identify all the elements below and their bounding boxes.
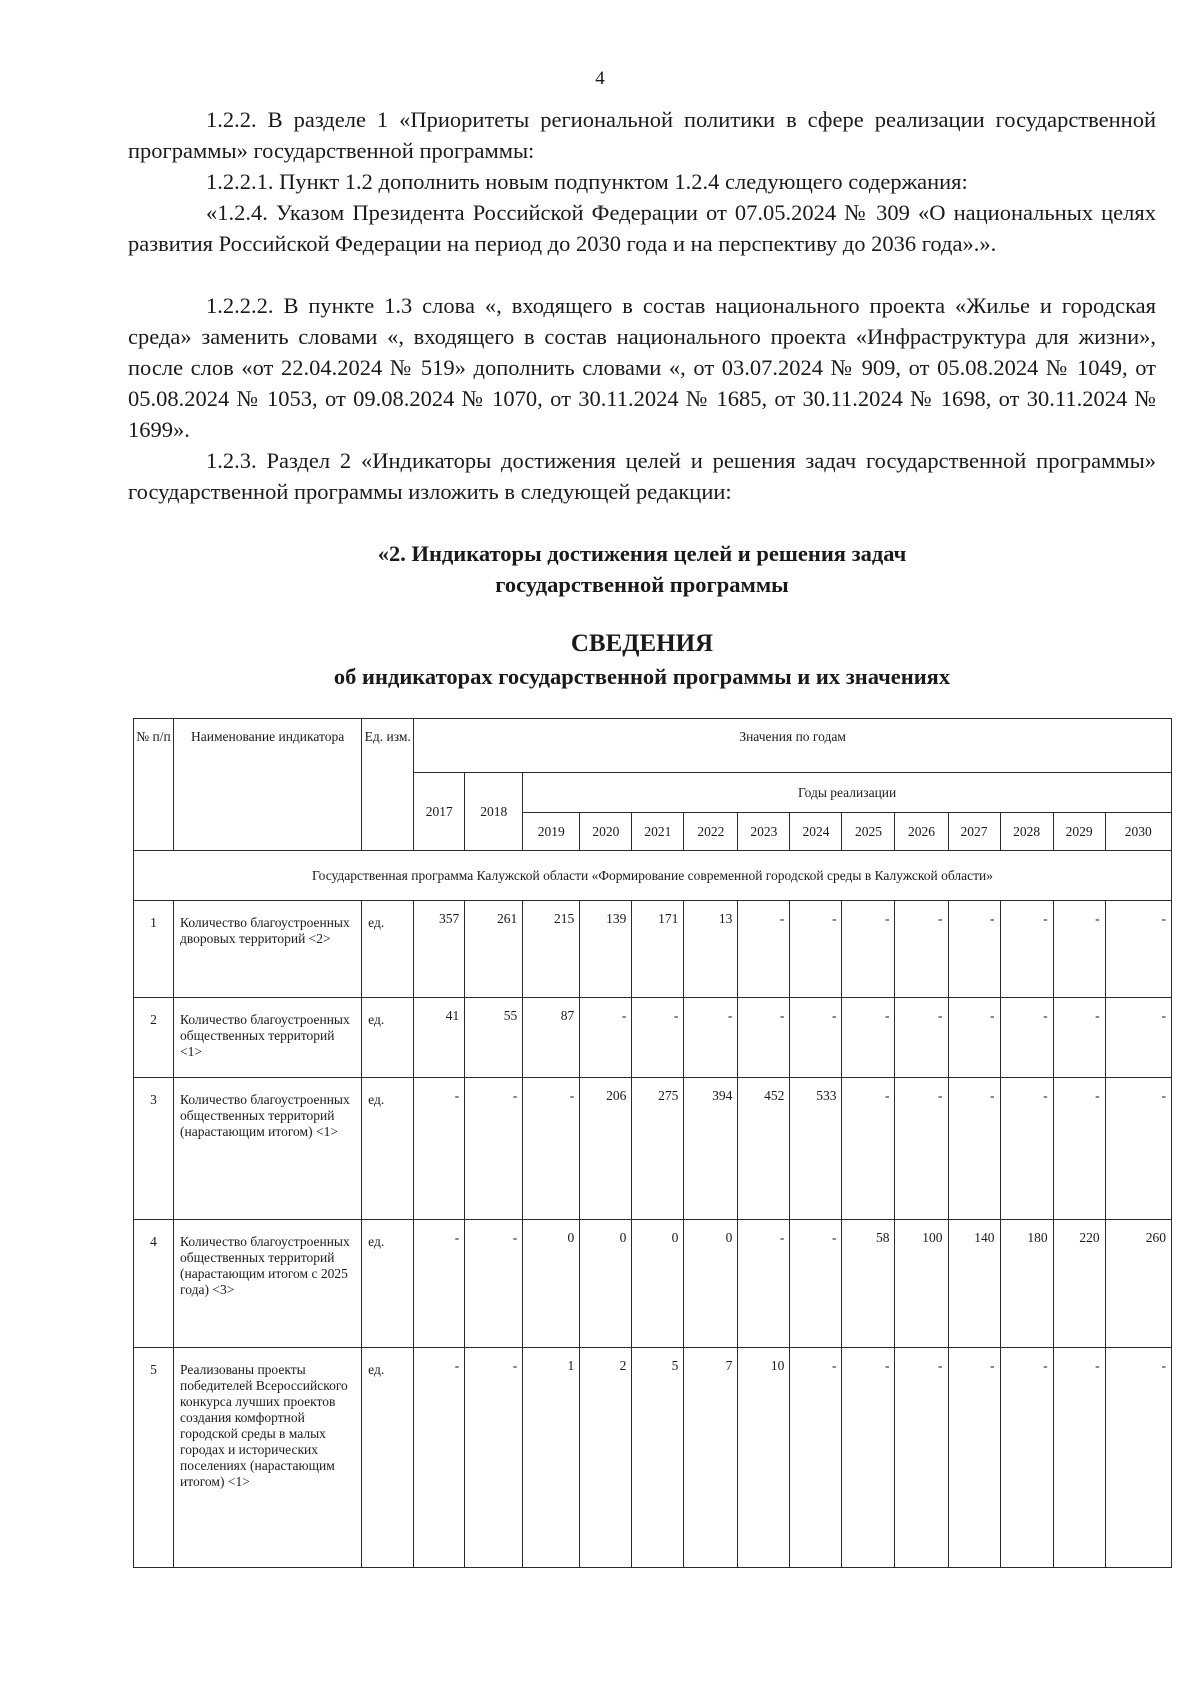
- value-cell-2030: -: [1105, 901, 1171, 998]
- value-cell-2018: 55: [465, 998, 523, 1078]
- section-heading-line-1: «2. Индикаторы достижения целей и решения задач: [377, 541, 907, 566]
- value-cell-2018: -: [465, 1078, 523, 1220]
- indicators-table: [133, 718, 1172, 1568]
- value-cell-2017: 41: [414, 998, 465, 1078]
- value-cell-2017: -: [414, 1220, 465, 1348]
- table-row: [134, 1220, 1172, 1348]
- value-cell-2021: 171: [632, 901, 684, 998]
- value-cell-2020: 206: [580, 1078, 632, 1220]
- value-cell-2024: -: [790, 901, 842, 998]
- value-cell-2026: -: [895, 1348, 948, 1568]
- table-row: [134, 901, 1172, 998]
- value-cell-2025: -: [842, 1348, 895, 1568]
- indicators-body: [134, 901, 1172, 1568]
- value-cell-2028: -: [1000, 1348, 1053, 1568]
- year-header-2021: 2021: [632, 813, 684, 851]
- value-cell-2024: -: [790, 1220, 842, 1348]
- indicator-name: Количество благоустроенных общественных территорий (нарастающим итогом) <1>: [174, 1078, 362, 1220]
- year-header-2022: 2022: [684, 813, 738, 851]
- year-header-2017: 2017: [414, 773, 465, 851]
- header-implementation-years: Годы реализации: [523, 773, 1172, 813]
- value-cell-2019: 215: [523, 901, 580, 998]
- header-name: Наименование индикатора: [174, 719, 362, 851]
- year-header-2024: 2024: [790, 813, 842, 851]
- value-cell-2023: -: [738, 901, 790, 998]
- value-cell-2025: -: [842, 901, 895, 998]
- value-cell-2026: -: [895, 1078, 948, 1220]
- row-number: 3: [134, 1078, 174, 1220]
- indicator-unit: ед.: [362, 1078, 414, 1220]
- value-cell-2020: 0: [580, 1220, 632, 1348]
- header-num: № п/п: [134, 719, 174, 851]
- value-cell-2021: 5: [632, 1348, 684, 1568]
- value-cell-2017: 357: [414, 901, 465, 998]
- program-row: Государственная программа Калужской области «Формирование современной городской среды в Калужской области»: [134, 851, 1172, 901]
- value-cell-2024: 533: [790, 1078, 842, 1220]
- row-number: 5: [134, 1348, 174, 1568]
- indicator-name: Реализованы проекты победителей Всероссийского конкурса лучших проектов создания комфортной городской среды в малых городах и исторических поселениях (нарастающим итогом) <1>: [174, 1348, 362, 1568]
- year-header-2019: 2019: [523, 813, 580, 851]
- value-cell-2029: -: [1053, 1078, 1105, 1220]
- value-cell-2018: -: [465, 1348, 523, 1568]
- value-cell-2023: 452: [738, 1078, 790, 1220]
- value-cell-2027: -: [948, 1078, 1000, 1220]
- year-header-2027: 2027: [948, 813, 1000, 851]
- value-cell-2019: 87: [523, 998, 580, 1078]
- value-cell-2029: -: [1053, 901, 1105, 998]
- year-header-2018: 2018: [465, 773, 523, 851]
- header-values-by-year: Значения по годам: [414, 719, 1172, 773]
- row-number: 2: [134, 998, 174, 1078]
- value-cell-2028: 180: [1000, 1220, 1053, 1348]
- paragraph-1-2-4-quote: «1.2.4. Указом Президента Российской Федерации от 07.05.2024 № 309 «О национальных целях развития Российской Федерации на период до 2030 года и на перспективу до 2036 года».».: [128, 200, 1156, 256]
- value-cell-2021: 275: [632, 1078, 684, 1220]
- value-cell-2019: 0: [523, 1220, 580, 1348]
- value-cell-2024: -: [790, 998, 842, 1078]
- value-cell-2029: 220: [1053, 1220, 1105, 1348]
- value-cell-2021: 0: [632, 1220, 684, 1348]
- value-cell-2025: -: [842, 1078, 895, 1220]
- value-cell-2022: -: [684, 998, 738, 1078]
- indicator-unit: ед.: [362, 998, 414, 1078]
- paragraph-1-2-2: 1.2.2. В разделе 1 «Приоритеты региональной политики в сфере реализации государственной программы» государственной программы:: [128, 107, 1156, 163]
- value-cell-2023: -: [738, 998, 790, 1078]
- value-cell-2030: 260: [1105, 1220, 1171, 1348]
- header-unit: Ед. изм.: [362, 719, 414, 851]
- value-cell-2030: -: [1105, 1078, 1171, 1220]
- table-subtitle: об индикаторах государственной программы и их значениях: [333, 664, 951, 689]
- value-cell-2020: 2: [580, 1348, 632, 1568]
- value-cell-2026: -: [895, 901, 948, 998]
- row-number: 4: [134, 1220, 174, 1348]
- value-cell-2029: -: [1053, 1348, 1105, 1568]
- value-cell-2026: 100: [895, 1220, 948, 1348]
- value-cell-2027: 140: [948, 1220, 1000, 1348]
- year-header-2028: 2028: [1000, 813, 1053, 851]
- value-cell-2022: 13: [684, 901, 738, 998]
- value-cell-2028: -: [1000, 901, 1053, 998]
- table-row: [134, 1078, 1172, 1220]
- value-cell-2030: -: [1105, 1348, 1171, 1568]
- indicator-name: Количество благоустроенных общественных территорий (нарастающим итогом с 2025 года) <3>: [174, 1220, 362, 1348]
- year-header-2026: 2026: [895, 813, 948, 851]
- paragraph-1-2-2-1: 1.2.2.1. Пункт 1.2 дополнить новым подпунктом 1.2.4 следующего содержания:: [206, 169, 968, 194]
- value-cell-2023: -: [738, 1220, 790, 1348]
- indicator-unit: ед.: [362, 1348, 414, 1568]
- value-cell-2027: -: [948, 901, 1000, 998]
- value-cell-2022: 0: [684, 1220, 738, 1348]
- value-cell-2025: -: [842, 998, 895, 1078]
- value-cell-2026: -: [895, 998, 948, 1078]
- value-cell-2028: -: [1000, 1078, 1053, 1220]
- value-cell-2017: -: [414, 1078, 465, 1220]
- indicator-name: Количество благоустроенных общественных территорий <1>: [174, 998, 362, 1078]
- table-row: [134, 1348, 1172, 1568]
- section-heading-line-2: государственной программы: [495, 572, 789, 597]
- value-cell-2025: 58: [842, 1220, 895, 1348]
- indicator-unit: ед.: [362, 901, 414, 998]
- table-title: СВЕДЕНИЯ: [570, 630, 714, 657]
- value-cell-2028: -: [1000, 998, 1053, 1078]
- value-cell-2023: 10: [738, 1348, 790, 1568]
- page-number: 4: [595, 68, 605, 89]
- value-cell-2030: -: [1105, 998, 1171, 1078]
- year-header-2029: 2029: [1053, 813, 1105, 851]
- value-cell-2019: 1: [523, 1348, 580, 1568]
- year-header-2020: 2020: [580, 813, 632, 851]
- table-row: [134, 998, 1172, 1078]
- value-cell-2029: -: [1053, 998, 1105, 1078]
- year-header-2025: 2025: [842, 813, 895, 851]
- value-cell-2022: 394: [684, 1078, 738, 1220]
- value-cell-2018: -: [465, 1220, 523, 1348]
- value-cell-2027: -: [948, 1348, 1000, 1568]
- value-cell-2018: 261: [465, 901, 523, 998]
- indicator-name: Количество благоустроенных дворовых территорий <2>: [174, 901, 362, 998]
- value-cell-2019: -: [523, 1078, 580, 1220]
- value-cell-2020: -: [580, 998, 632, 1078]
- value-cell-2022: 7: [684, 1348, 738, 1568]
- value-cell-2027: -: [948, 998, 1000, 1078]
- year-header-2023: 2023: [738, 813, 790, 851]
- row-number: 1: [134, 901, 174, 998]
- value-cell-2024: -: [790, 1348, 842, 1568]
- year-header-2030: 2030: [1105, 813, 1171, 851]
- paragraph-1-2-3: 1.2.3. Раздел 2 «Индикаторы достижения целей и решения задач государственной программы» государственной программы изложить в следующей редакции:: [128, 448, 1156, 504]
- value-cell-2020: 139: [580, 901, 632, 998]
- paragraph-1-2-2-2: 1.2.2.2. В пункте 1.3 слова «, входящего в состав национального проекта «Жилье и городская среда» заменить словами «, входящего в состав национального проекта «Инфраструктура для жизни», после слов «от 22.04.2024 № 519» дополнить словами «, от 03.07.2024 № 909, от 05.08.2024 № 1049, от 05.08.2024 № 1053, от 09.08.2024 № 1070, от 30.11.2024 № 1685, от 30.11.2024 № 1698, от 30.11.2024 № 1699».: [128, 293, 1156, 442]
- value-cell-2017: -: [414, 1348, 465, 1568]
- indicator-unit: ед.: [362, 1220, 414, 1348]
- value-cell-2021: -: [632, 998, 684, 1078]
